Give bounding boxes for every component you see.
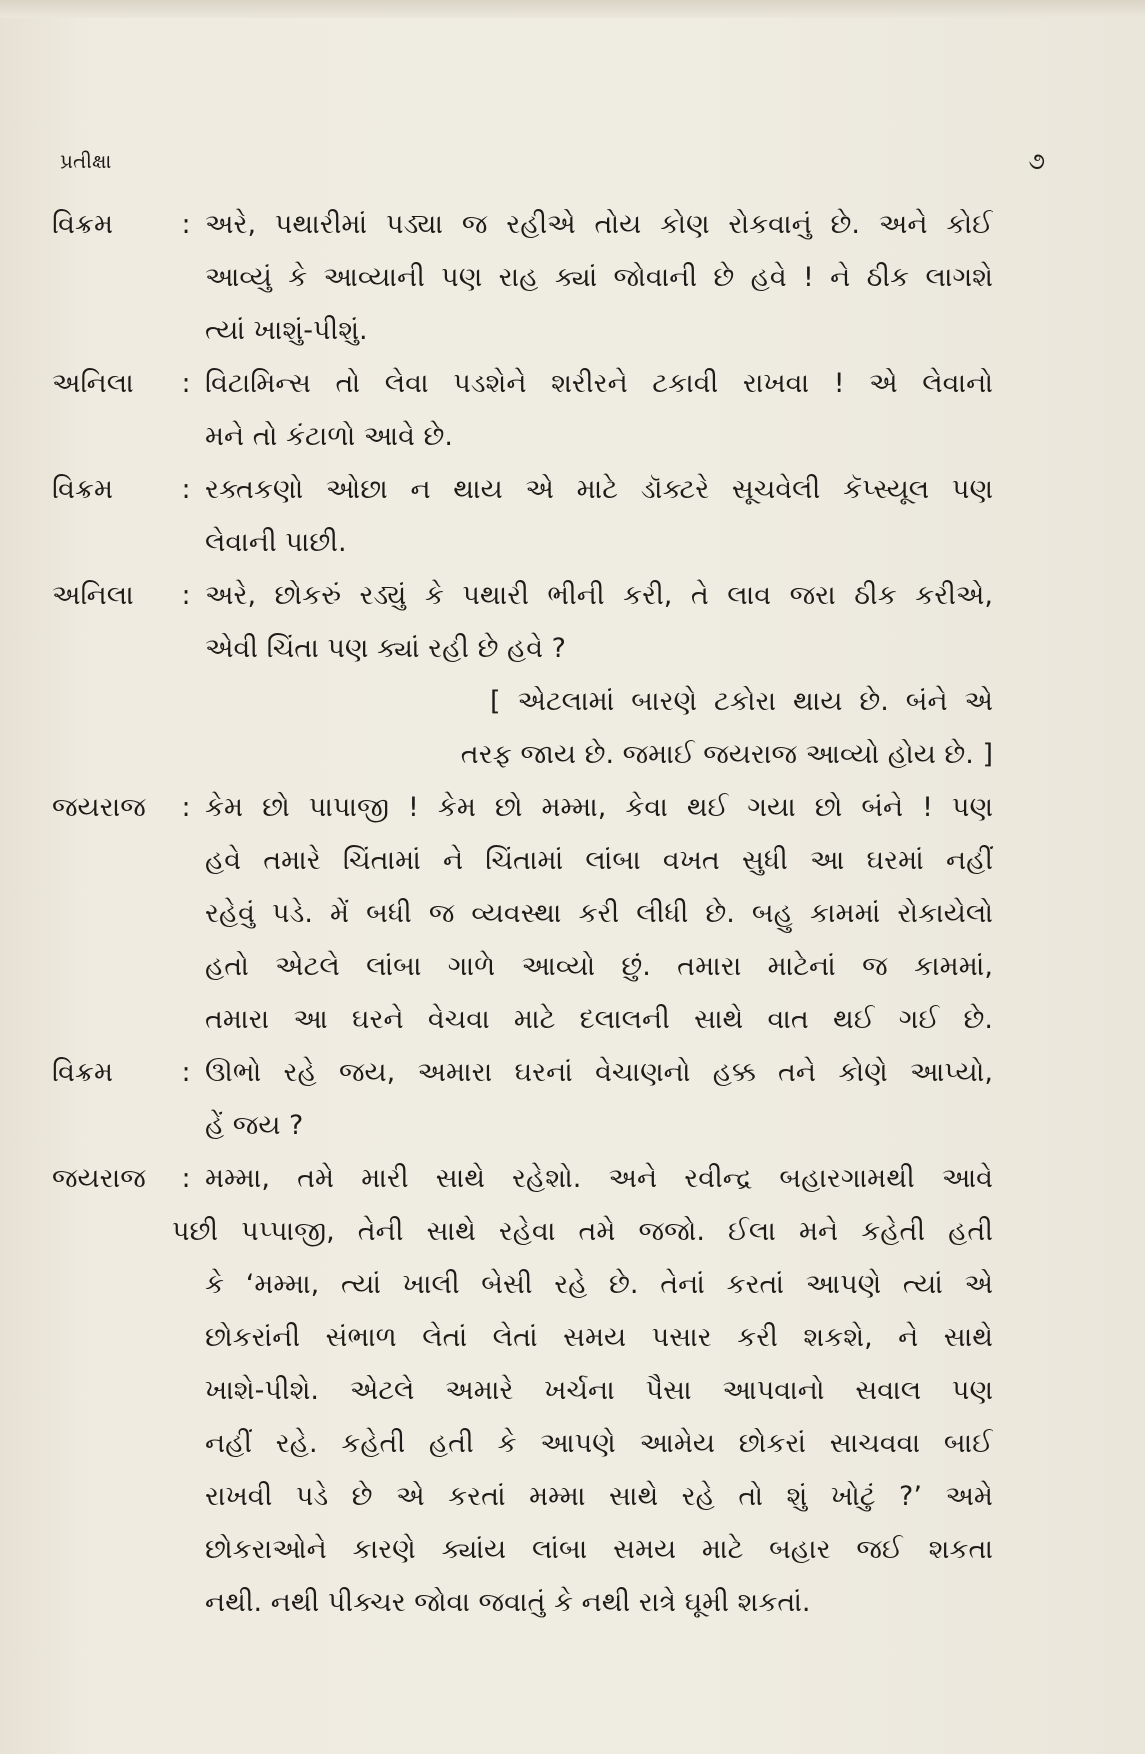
speech-block xyxy=(52,1152,1042,1629)
text-line: ઊભો રહે જય, અમારા ઘરનાં વેચાણનો હક્ક તને કોણે આપ્યો, xyxy=(205,1057,993,1088)
text-line: મમ્મા, તમે મારી સાથે રહેશો. અને રવીન્દ્ર બહારગામથી આવે xyxy=(205,1163,993,1194)
speaker-colon: : xyxy=(181,209,191,240)
stage-direction-line: [ એટલામાં બારણે ટકોરા થાય છે. બંને એ xyxy=(490,686,993,717)
text-line: છોકરાંની સંભાળ લેતાં લેતાં સમય પસાર કરી શકશે, ને સાથે xyxy=(205,1322,993,1353)
text-line: મને તો કંટાળો આવે છે. xyxy=(205,421,453,452)
text-line: ખાશે-પીશે. એટલે અમારે ખર્ચના પૈસા આપવાનો સવાલ પણ xyxy=(205,1375,993,1406)
text-line: નહીં રહે. કહેતી હતી કે આપણે આમેય છોકરાં સાચવવા બાઈ xyxy=(205,1428,993,1459)
text-line: અરે, છોકરું રડ્યું કે પથારી ભીની કરી, તે લાવ જરા ઠીક કરીએ, xyxy=(205,580,993,611)
text-line: તમારા આ ઘરને વેચવા માટે દલાલની સાથે વાત થઈ ગઈ છે. xyxy=(205,1004,993,1035)
text-line: નથી. નથી પીક્ચર જોવા જવાતું કે નથી રાત્રે ઘૂમી શકતાં. xyxy=(205,1587,811,1618)
speech-lines xyxy=(205,463,993,569)
page-number: ૭ xyxy=(1028,147,1045,175)
speaker-name: અનિલા xyxy=(52,580,134,611)
text-line: પછી પપ્પાજી, તેની સાથે રહેવા તમે જજો. ઈલા મને કહેતી હતી xyxy=(172,1216,993,1247)
text-line: અરે, પથારીમાં પડ્યા જ રહીએ તોય કોણ રોકવાનું છે. અને કોઈ xyxy=(205,209,993,240)
page-top-edge xyxy=(0,0,1145,18)
text-line: રક્તકણો ઓછા ન થાય એ માટે ડૉક્ટરે સૂચવેલી કૅપ્સ્યૂલ પણ xyxy=(205,474,993,505)
speaker-colon: : xyxy=(181,792,191,823)
stage-direction-line: તરફ જાય છે. જમાઈ જયરાજ આવ્યો હોય છે. ] xyxy=(460,739,993,770)
text-line: હતો એટલે લાંબા ગાળે આવ્યો છું. તમારા માટેનાં જ કામમાં, xyxy=(205,951,993,982)
speech-block xyxy=(52,1046,1042,1152)
speech-lines xyxy=(205,781,993,1046)
speaker-name: જયરાજ xyxy=(52,1163,146,1194)
speaker-name: વિક્રમ xyxy=(52,209,114,240)
speaker-colon: : xyxy=(181,474,191,505)
text-line: રાખવી પડે છે એ કરતાં મમ્મા સાથે રહે તો શું ખોટું ?’ અમે xyxy=(205,1481,993,1512)
speech-lines xyxy=(205,198,993,357)
text-line: હેં જય ? xyxy=(205,1110,304,1141)
text-line: લેવાની પાછી. xyxy=(205,527,347,558)
text-line: છોકરાઓને કારણે ક્યાંય લાંબા સમય માટે બહાર જઈ શકતા xyxy=(205,1534,993,1565)
speaker-name: વિક્રમ xyxy=(52,1057,114,1088)
text-line: વિટામિન્સ તો લેવા પડશેને શરીરને ટકાવી રાખવા ! એ લેવાનો xyxy=(205,368,993,399)
text-line: હવે તમારે ચિંતામાં ને ચિંતામાં લાંબા વખત સુધી આ ઘરમાં નહીં xyxy=(205,845,993,876)
stage-direction xyxy=(205,675,993,781)
text-line: કેમ છો પાપાજી ! કેમ છો મમ્મા, કેવા થઈ ગયા છો બંને ! પણ xyxy=(205,792,993,823)
speech-lines xyxy=(205,357,993,463)
speaker-name: વિક્રમ xyxy=(52,474,114,505)
speech-lines xyxy=(172,1152,993,1629)
speech-lines xyxy=(205,569,993,675)
speaker-colon: : xyxy=(181,580,191,611)
page-header xyxy=(60,144,1045,178)
running-title: પ્રતીક્ષા xyxy=(60,149,112,173)
speech-block xyxy=(52,357,1042,463)
speaker-name: જયરાજ xyxy=(52,792,146,823)
text-line: રહેવું પડે. મેં બધી જ વ્યવસ્થા કરી લીધી છે. બહુ કામમાં રોકાયેલો xyxy=(205,898,993,929)
speaker-colon: : xyxy=(181,1057,191,1088)
speaker-name: અનિલા xyxy=(52,368,134,399)
text-line: ત્યાં ખાશું-પીશું. xyxy=(205,315,368,346)
speech-block xyxy=(52,463,1042,569)
speaker-colon: : xyxy=(181,368,191,399)
play-text xyxy=(52,198,1042,1629)
text-line: કે ‘મમ્મા, ત્યાં ખાલી બેસી રહે છે. તેનાં કરતાં આપણે ત્યાં એ xyxy=(205,1269,993,1300)
speech-block xyxy=(52,569,1042,675)
text-line: એવી ચિંતા પણ ક્યાં રહી છે હવે ? xyxy=(205,633,566,664)
text-line: આવ્યું કે આવ્યાની પણ રાહ ક્યાં જોવાની છે હવે ! ને ઠીક લાગશે xyxy=(205,262,993,293)
speech-block xyxy=(52,198,1042,357)
speaker-colon: : xyxy=(181,1163,191,1194)
speech-lines xyxy=(205,1046,993,1152)
speech-block xyxy=(52,781,1042,1046)
